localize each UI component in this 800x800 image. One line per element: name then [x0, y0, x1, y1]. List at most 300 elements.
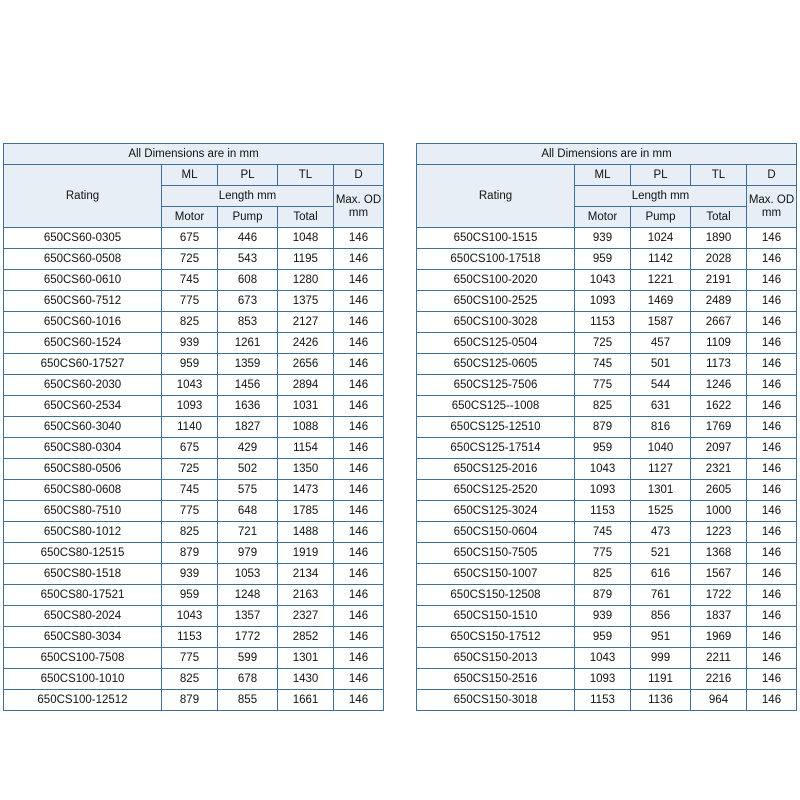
- table-row: [417, 228, 797, 249]
- cell-pl: 616: [631, 564, 691, 585]
- cell-ml: 879: [162, 690, 218, 711]
- table-right-title: All Dimensions are in mm: [417, 144, 797, 165]
- cell-rating: 650CS80-1012: [4, 522, 162, 543]
- cell-ml: 745: [162, 480, 218, 501]
- cell-rating: 650CS80-7510: [4, 501, 162, 522]
- table-left-title-row: [4, 144, 384, 165]
- table-row: [4, 312, 384, 333]
- cell-tl: 1430: [278, 669, 334, 690]
- cell-d: 146: [334, 291, 384, 312]
- table-row: [417, 270, 797, 291]
- cell-tl: 1837: [691, 606, 747, 627]
- cell-pl: 457: [631, 333, 691, 354]
- cell-tl: 2097: [691, 438, 747, 459]
- cell-d: 146: [747, 564, 797, 585]
- cell-d: 146: [747, 291, 797, 312]
- cell-ml: 825: [162, 522, 218, 543]
- table-row: [4, 396, 384, 417]
- table-row: [417, 585, 797, 606]
- cell-ml: 879: [162, 543, 218, 564]
- cell-d: 146: [334, 501, 384, 522]
- cell-d: 146: [334, 354, 384, 375]
- cell-tl: 1195: [278, 249, 334, 270]
- table-row: [417, 396, 797, 417]
- cell-tl: 1048: [278, 228, 334, 249]
- cell-pl: 1525: [631, 501, 691, 522]
- cell-pl: 599: [218, 648, 278, 669]
- dimension-table-left: [3, 143, 384, 711]
- cell-pl: 673: [218, 291, 278, 312]
- table-row: [4, 291, 384, 312]
- table-left-header-motor: Motor: [162, 207, 218, 228]
- cell-tl: 2605: [691, 480, 747, 501]
- cell-rating: 650CS100-2525: [417, 291, 575, 312]
- table-left-header-max-od: Max. OD mm: [334, 186, 384, 228]
- table-right-header-pump: Pump: [631, 207, 691, 228]
- cell-d: 146: [334, 312, 384, 333]
- cell-tl: 1350: [278, 459, 334, 480]
- cell-ml: 775: [162, 648, 218, 669]
- cell-rating: 650CS150-2516: [417, 669, 575, 690]
- table-row: [417, 312, 797, 333]
- table-left-title: All Dimensions are in mm: [4, 144, 384, 165]
- cell-pl: 1040: [631, 438, 691, 459]
- cell-ml: 775: [162, 291, 218, 312]
- cell-d: 146: [747, 690, 797, 711]
- cell-d: 146: [747, 438, 797, 459]
- cell-d: 146: [747, 228, 797, 249]
- table-row: [417, 480, 797, 501]
- table-row: [4, 459, 384, 480]
- cell-rating: 650CS60-17527: [4, 354, 162, 375]
- table-row: [4, 375, 384, 396]
- cell-d: 146: [334, 459, 384, 480]
- cell-tl: 1488: [278, 522, 334, 543]
- cell-tl: 2163: [278, 585, 334, 606]
- table-row: [4, 564, 384, 585]
- cell-d: 146: [747, 333, 797, 354]
- cell-tl: 2028: [691, 249, 747, 270]
- table-row: [4, 690, 384, 711]
- cell-ml: 775: [575, 543, 631, 564]
- table-row: [4, 627, 384, 648]
- cell-ml: 675: [162, 228, 218, 249]
- cell-ml: 745: [575, 522, 631, 543]
- table-row: [4, 501, 384, 522]
- cell-rating: 650CS100-17518: [417, 249, 575, 270]
- table-right-header-total: Total: [691, 207, 747, 228]
- table-row: [417, 438, 797, 459]
- table-row: [417, 354, 797, 375]
- table-row: [4, 249, 384, 270]
- cell-rating: 650CS60-0508: [4, 249, 162, 270]
- table-row: [4, 417, 384, 438]
- cell-rating: 650CS125-2520: [417, 480, 575, 501]
- cell-pl: 1469: [631, 291, 691, 312]
- cell-pl: 1772: [218, 627, 278, 648]
- cell-d: 146: [747, 480, 797, 501]
- cell-rating: 650CS80-12515: [4, 543, 162, 564]
- cell-rating: 650CS150-0604: [417, 522, 575, 543]
- cell-d: 146: [747, 501, 797, 522]
- cell-d: 146: [747, 459, 797, 480]
- cell-pl: 1024: [631, 228, 691, 249]
- cell-rating: 650CS60-7512: [4, 291, 162, 312]
- cell-pl: 648: [218, 501, 278, 522]
- cell-tl: 1661: [278, 690, 334, 711]
- cell-rating: 650CS150-1007: [417, 564, 575, 585]
- cell-ml: 1153: [575, 690, 631, 711]
- cell-rating: 650CS150-3018: [417, 690, 575, 711]
- cell-rating: 650CS125-17514: [417, 438, 575, 459]
- cell-pl: 544: [631, 375, 691, 396]
- cell-pl: 521: [631, 543, 691, 564]
- cell-tl: 1567: [691, 564, 747, 585]
- table-row: [4, 585, 384, 606]
- table-row: [417, 522, 797, 543]
- cell-pl: 1357: [218, 606, 278, 627]
- cell-d: 146: [334, 669, 384, 690]
- cell-pl: 501: [631, 354, 691, 375]
- cell-ml: 825: [575, 396, 631, 417]
- cell-rating: 650CS60-0610: [4, 270, 162, 291]
- cell-ml: 725: [575, 333, 631, 354]
- cell-d: 146: [747, 648, 797, 669]
- cell-d: 146: [747, 585, 797, 606]
- cell-tl: 2667: [691, 312, 747, 333]
- cell-rating: 650CS150-1510: [417, 606, 575, 627]
- cell-ml: 879: [575, 417, 631, 438]
- cell-d: 146: [747, 249, 797, 270]
- table-left-header-rating: Rating: [4, 165, 162, 228]
- cell-tl: 964: [691, 690, 747, 711]
- table-row: [4, 606, 384, 627]
- cell-rating: 650CS125-12510: [417, 417, 575, 438]
- cell-tl: 1109: [691, 333, 747, 354]
- table-left-header-total: Total: [278, 207, 334, 228]
- cell-rating: 650CS125-3024: [417, 501, 575, 522]
- table-left-header-pump: Pump: [218, 207, 278, 228]
- table-row: [417, 543, 797, 564]
- cell-pl: 979: [218, 543, 278, 564]
- cell-d: 146: [747, 270, 797, 291]
- cell-ml: 1043: [575, 270, 631, 291]
- table-right-body: [417, 228, 797, 711]
- cell-ml: 1043: [162, 606, 218, 627]
- cell-rating: 650CS60-2030: [4, 375, 162, 396]
- cell-tl: 2127: [278, 312, 334, 333]
- cell-rating: 650CS80-2024: [4, 606, 162, 627]
- cell-d: 146: [747, 522, 797, 543]
- cell-ml: 939: [575, 606, 631, 627]
- cell-rating: 650CS80-0304: [4, 438, 162, 459]
- cell-pl: 1136: [631, 690, 691, 711]
- table-left-body: [4, 228, 384, 711]
- cell-d: 146: [334, 543, 384, 564]
- cell-pl: 761: [631, 585, 691, 606]
- cell-tl: 1890: [691, 228, 747, 249]
- table-left-header-ml: ML: [162, 165, 218, 186]
- cell-pl: 446: [218, 228, 278, 249]
- cell-rating: 650CS100-1010: [4, 669, 162, 690]
- cell-pl: 543: [218, 249, 278, 270]
- cell-ml: 1093: [575, 291, 631, 312]
- cell-rating: 650CS125-7506: [417, 375, 575, 396]
- cell-pl: 1127: [631, 459, 691, 480]
- cell-pl: 502: [218, 459, 278, 480]
- cell-ml: 1093: [575, 480, 631, 501]
- cell-pl: 1636: [218, 396, 278, 417]
- cell-pl: 1587: [631, 312, 691, 333]
- table-row: [417, 564, 797, 585]
- cell-rating: 650CS80-17521: [4, 585, 162, 606]
- cell-tl: 1280: [278, 270, 334, 291]
- cell-d: 146: [334, 228, 384, 249]
- table-row: [4, 333, 384, 354]
- cell-pl: 575: [218, 480, 278, 501]
- dimension-table-right: [416, 143, 797, 711]
- cell-rating: 650CS125--1008: [417, 396, 575, 417]
- cell-tl: 2426: [278, 333, 334, 354]
- table-right-header-length-group: Length mm: [575, 186, 747, 207]
- cell-rating: 650CS125-0605: [417, 354, 575, 375]
- cell-ml: 1140: [162, 417, 218, 438]
- dimension-tables-container: [0, 143, 800, 711]
- cell-rating: 650CS125-0504: [417, 333, 575, 354]
- cell-rating: 650CS150-2013: [417, 648, 575, 669]
- table-left-header-tl: TL: [278, 165, 334, 186]
- cell-tl: 1031: [278, 396, 334, 417]
- cell-d: 146: [334, 375, 384, 396]
- cell-tl: 1722: [691, 585, 747, 606]
- cell-d: 146: [334, 333, 384, 354]
- cell-d: 146: [747, 669, 797, 690]
- cell-d: 146: [747, 396, 797, 417]
- table-right-title-row: [417, 144, 797, 165]
- cell-tl: 1301: [278, 648, 334, 669]
- cell-ml: 825: [162, 669, 218, 690]
- table-row: [4, 480, 384, 501]
- cell-pl: 1261: [218, 333, 278, 354]
- cell-d: 146: [747, 417, 797, 438]
- cell-rating: 650CS150-12508: [417, 585, 575, 606]
- table-left-header-length-group: Length mm: [162, 186, 334, 207]
- cell-rating: 650CS80-3034: [4, 627, 162, 648]
- cell-tl: 2211: [691, 648, 747, 669]
- table-left-header-pl: PL: [218, 165, 278, 186]
- cell-rating: 650CS125-2016: [417, 459, 575, 480]
- cell-tl: 2852: [278, 627, 334, 648]
- cell-ml: 775: [162, 501, 218, 522]
- cell-ml: 775: [575, 375, 631, 396]
- table-right-header-pl: PL: [631, 165, 691, 186]
- cell-rating: 650CS80-1518: [4, 564, 162, 585]
- cell-ml: 745: [162, 270, 218, 291]
- cell-rating: 650CS60-1016: [4, 312, 162, 333]
- cell-d: 146: [747, 627, 797, 648]
- cell-tl: 1154: [278, 438, 334, 459]
- cell-ml: 1153: [162, 627, 218, 648]
- table-row: [417, 291, 797, 312]
- cell-pl: 721: [218, 522, 278, 543]
- cell-pl: 1221: [631, 270, 691, 291]
- cell-pl: 1053: [218, 564, 278, 585]
- cell-rating: 650CS150-17512: [417, 627, 575, 648]
- cell-pl: 608: [218, 270, 278, 291]
- table-right-header-row-1: [417, 165, 797, 186]
- cell-ml: 1153: [575, 312, 631, 333]
- table-row: [4, 543, 384, 564]
- cell-d: 146: [747, 606, 797, 627]
- cell-ml: 1093: [162, 396, 218, 417]
- table-left-header-row-1: [4, 165, 384, 186]
- table-row: [417, 627, 797, 648]
- table-row: [4, 648, 384, 669]
- table-row: [417, 690, 797, 711]
- cell-pl: 429: [218, 438, 278, 459]
- cell-tl: 1969: [691, 627, 747, 648]
- table-row: [417, 375, 797, 396]
- cell-tl: 1473: [278, 480, 334, 501]
- cell-tl: 1088: [278, 417, 334, 438]
- cell-rating: 650CS100-12512: [4, 690, 162, 711]
- cell-pl: 473: [631, 522, 691, 543]
- cell-d: 146: [334, 438, 384, 459]
- cell-ml: 825: [575, 564, 631, 585]
- cell-rating: 650CS100-1515: [417, 228, 575, 249]
- cell-tl: 2321: [691, 459, 747, 480]
- cell-d: 146: [747, 543, 797, 564]
- table-right-header-ml: ML: [575, 165, 631, 186]
- table-right-header-d: D: [747, 165, 797, 186]
- cell-d: 146: [334, 270, 384, 291]
- table-row: [417, 249, 797, 270]
- cell-ml: 825: [162, 312, 218, 333]
- cell-pl: 999: [631, 648, 691, 669]
- cell-d: 146: [334, 648, 384, 669]
- cell-tl: 1368: [691, 543, 747, 564]
- cell-d: 146: [334, 480, 384, 501]
- table-row: [4, 228, 384, 249]
- cell-ml: 959: [575, 438, 631, 459]
- cell-d: 146: [334, 249, 384, 270]
- table-row: [4, 669, 384, 690]
- cell-rating: 650CS60-3040: [4, 417, 162, 438]
- table-right-header-motor: Motor: [575, 207, 631, 228]
- cell-pl: 1142: [631, 249, 691, 270]
- cell-rating: 650CS80-0506: [4, 459, 162, 480]
- cell-rating: 650CS60-2534: [4, 396, 162, 417]
- table-row: [417, 501, 797, 522]
- cell-pl: 853: [218, 312, 278, 333]
- cell-ml: 725: [162, 459, 218, 480]
- cell-ml: 959: [162, 585, 218, 606]
- cell-d: 146: [334, 690, 384, 711]
- cell-ml: 1043: [162, 375, 218, 396]
- cell-rating: 650CS80-0608: [4, 480, 162, 501]
- cell-d: 146: [334, 627, 384, 648]
- table-left-header-d: D: [334, 165, 384, 186]
- cell-tl: 1173: [691, 354, 747, 375]
- cell-tl: 2216: [691, 669, 747, 690]
- cell-pl: 1191: [631, 669, 691, 690]
- cell-ml: 745: [575, 354, 631, 375]
- table-row: [417, 333, 797, 354]
- table-row: [4, 270, 384, 291]
- cell-d: 146: [334, 522, 384, 543]
- cell-d: 146: [334, 564, 384, 585]
- cell-rating: 650CS60-0305: [4, 228, 162, 249]
- cell-d: 146: [334, 417, 384, 438]
- cell-tl: 2327: [278, 606, 334, 627]
- cell-tl: 1375: [278, 291, 334, 312]
- cell-pl: 678: [218, 669, 278, 690]
- table-right-header-tl: TL: [691, 165, 747, 186]
- table-row: [417, 417, 797, 438]
- cell-rating: 650CS150-7505: [417, 543, 575, 564]
- cell-ml: 1043: [575, 459, 631, 480]
- cell-ml: 675: [162, 438, 218, 459]
- cell-tl: 2489: [691, 291, 747, 312]
- table-row: [4, 354, 384, 375]
- cell-ml: 959: [575, 627, 631, 648]
- cell-d: 146: [747, 375, 797, 396]
- table-row: [417, 606, 797, 627]
- cell-tl: 1622: [691, 396, 747, 417]
- cell-ml: 939: [162, 564, 218, 585]
- cell-rating: 650CS60-1524: [4, 333, 162, 354]
- table-right-header-max-od: Max. OD mm: [747, 186, 797, 228]
- cell-tl: 2191: [691, 270, 747, 291]
- cell-tl: 2134: [278, 564, 334, 585]
- cell-tl: 1246: [691, 375, 747, 396]
- cell-ml: 725: [162, 249, 218, 270]
- cell-tl: 1223: [691, 522, 747, 543]
- cell-pl: 951: [631, 627, 691, 648]
- cell-pl: 816: [631, 417, 691, 438]
- table-row: [417, 648, 797, 669]
- cell-ml: 939: [575, 228, 631, 249]
- cell-rating: 650CS100-3028: [417, 312, 575, 333]
- table-row: [4, 522, 384, 543]
- cell-ml: 959: [575, 249, 631, 270]
- cell-pl: 1359: [218, 354, 278, 375]
- cell-d: 146: [334, 606, 384, 627]
- cell-tl: 1785: [278, 501, 334, 522]
- table-row: [417, 669, 797, 690]
- cell-rating: 650CS100-7508: [4, 648, 162, 669]
- cell-ml: 1093: [575, 669, 631, 690]
- cell-tl: 1919: [278, 543, 334, 564]
- table-right-header-rating: Rating: [417, 165, 575, 228]
- cell-ml: 879: [575, 585, 631, 606]
- cell-pl: 1456: [218, 375, 278, 396]
- cell-pl: 856: [631, 606, 691, 627]
- table-row: [4, 438, 384, 459]
- table-row: [417, 459, 797, 480]
- cell-d: 146: [334, 585, 384, 606]
- cell-d: 146: [747, 354, 797, 375]
- cell-ml: 939: [162, 333, 218, 354]
- cell-pl: 1248: [218, 585, 278, 606]
- cell-d: 146: [747, 312, 797, 333]
- cell-pl: 1827: [218, 417, 278, 438]
- cell-tl: 1769: [691, 417, 747, 438]
- cell-ml: 1153: [575, 501, 631, 522]
- cell-pl: 631: [631, 396, 691, 417]
- cell-pl: 855: [218, 690, 278, 711]
- cell-ml: 959: [162, 354, 218, 375]
